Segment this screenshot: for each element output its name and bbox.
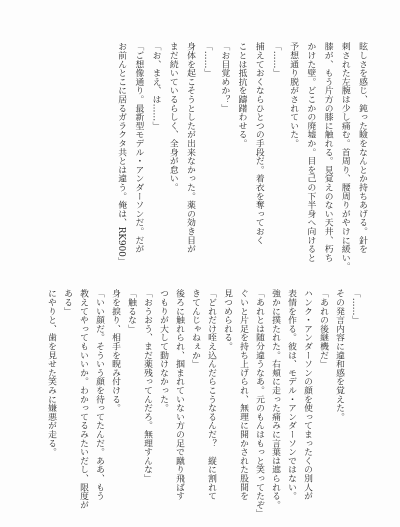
text-column: 「お目覚めか？」: [219, 42, 230, 113]
text-column: 捕えておくならひとつの手段だ。着衣を奪っておく: [253, 42, 264, 245]
text-column: にやりと、歯を見せた笑みに嫌悪が走る。: [46, 289, 56, 457]
text-column: 膝が、もう片方の膝に触れる。見覚えのない天井、朽ち: [322, 42, 333, 262]
text-column: 見つめられる。: [222, 289, 232, 351]
text-column: 身を捩り、相手を睨み付ける。: [110, 289, 120, 413]
text-column: ハンク・アンダーソンの顔を使ってまったくの別人が: [302, 289, 312, 501]
text-column: お前んとこに居るガラクタ共とは違う。俺は、RK900」: [116, 42, 127, 266]
text-column: 刺された左腕は少し痛む。首周り、腰周りがやけに緩い。: [339, 42, 350, 271]
text-column: 教えてやってもいいか。わかってるみたいだし、限度が: [78, 289, 88, 509]
text-column: 「……」: [350, 289, 360, 325]
text-column: 「お、まえ、は……」: [150, 42, 161, 130]
lower-text-tier: [39, 289, 363, 521]
text-column: 「あれの後継機だ」: [318, 289, 328, 369]
text-column: 「いい顔だ。そういう顔を待ってたんだ。ああ、もう: [94, 289, 104, 501]
upper-text-tier: [108, 42, 370, 274]
text-column: ことは抵抗を躊躇わせる。: [236, 42, 247, 148]
text-column: 眩しさを感じ、鈍った瞼をなんとか持ちあげる。針を: [357, 42, 367, 254]
text-column: ぐいと片足を持ち上げられ、無理に開かされた股間を: [238, 289, 248, 501]
text-column: つもりが大して動けなかった。: [158, 289, 168, 413]
text-column: 「……」: [202, 42, 213, 78]
text-column: 「触るな」: [126, 289, 136, 333]
text-column: 「ご想像通り。最新型モデル・アンダーソンだ。だが: [133, 42, 144, 254]
text-column: 強かに撲たれた。右頬に走った痛みに言葉は遮られる。: [270, 289, 280, 509]
text-column: 「……」: [270, 42, 281, 78]
text-column: 「おうおう、まだ薬残ってんだろ。無理すんな」: [142, 289, 152, 483]
text-column: きてんじゃねぇか」: [190, 289, 200, 369]
text-column: まだ続いているらしく、全身が怠い。: [167, 42, 178, 192]
text-column: 後ろに触れられ、掴まれていない方の足で蹴り飛ばす: [174, 289, 184, 501]
text-column: 予想通り脱がされていた。: [288, 42, 299, 148]
text-column: その発言内容に違和感を覚えた。: [334, 289, 344, 421]
text-column: 身体を起こそうとしたが出来なかった。薬の効き目が: [184, 42, 195, 254]
text-column: 表情を作る。彼は、モデル・アンダーソンではない。: [286, 289, 296, 501]
text-column: かけた壁。どこかの廃墟か。目を己の下半身へ向けると: [305, 42, 316, 262]
text-column: ある」: [62, 289, 72, 316]
text-column: 「あれとは随分違うなあ。元のもんはもっと笑ってたぞ」: [254, 289, 264, 518]
text-column: 「どれだけ咥え込んだらこうなるんだ？ 縦に割れて: [206, 289, 216, 501]
